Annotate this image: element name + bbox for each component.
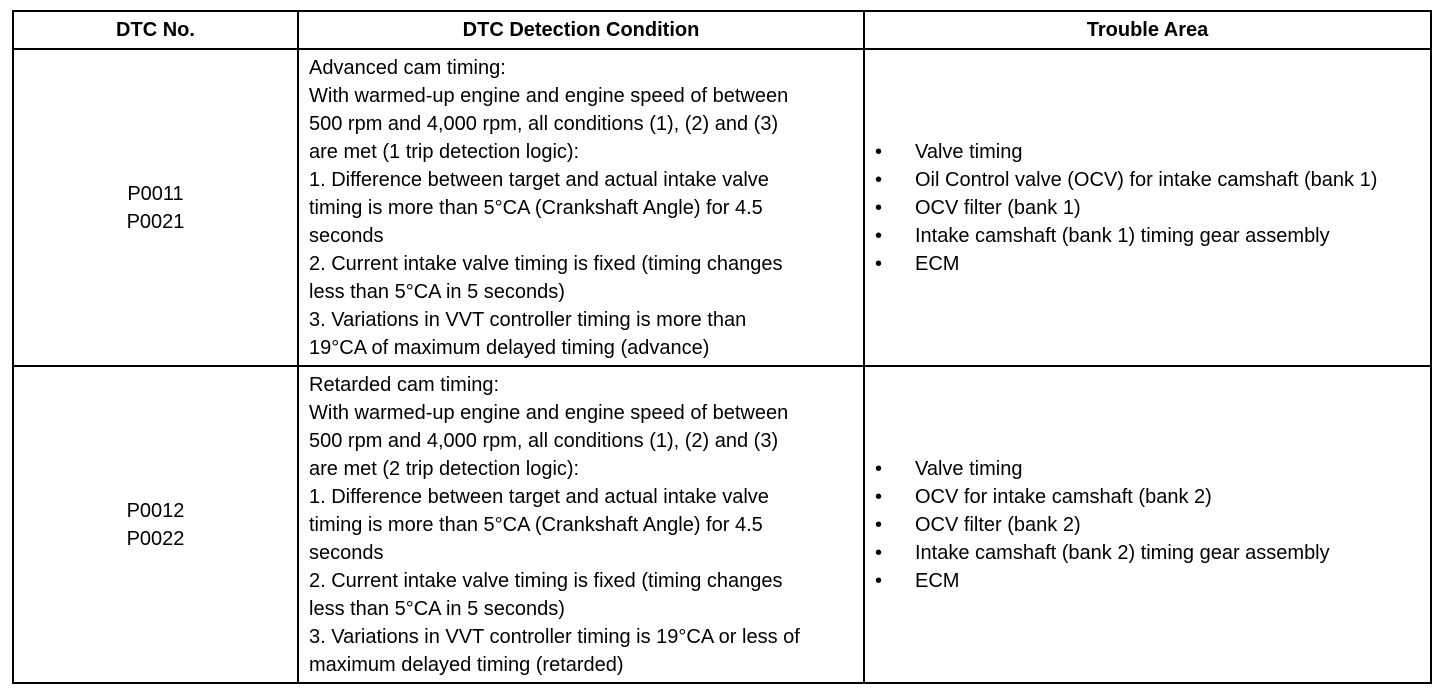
dtc-code: P0021 bbox=[126, 210, 185, 233]
list-item bbox=[875, 138, 1410, 166]
condition-line: 2. Current intake valve timing is fixed (timing changes bbox=[309, 570, 783, 592]
header-dtc-no: DTC No. bbox=[13, 11, 298, 49]
condition-line: less than 5°CA in 5 seconds) bbox=[309, 598, 565, 620]
trouble-area-text: OCV for intake camshaft (bank 2) bbox=[915, 485, 1212, 508]
bullet-icon: • bbox=[875, 569, 883, 592]
detection-condition-cell bbox=[298, 366, 864, 683]
list-item bbox=[875, 455, 1410, 483]
bullet-icon: • bbox=[875, 541, 883, 564]
bullet-icon: • bbox=[875, 457, 883, 480]
trouble-area-text: OCV filter (bank 1) bbox=[915, 196, 1081, 219]
bullet-icon: • bbox=[875, 485, 883, 508]
dtc-code: P0022 bbox=[126, 527, 185, 550]
condition-line: Advanced cam timing: bbox=[309, 57, 506, 79]
condition-line: With warmed-up engine and engine speed of between bbox=[309, 85, 789, 107]
bullet-icon: • bbox=[875, 168, 883, 191]
condition-line: 2. Current intake valve timing is fixed (timing changes bbox=[309, 253, 783, 275]
condition-line: 3. Variations in VVT controller timing is more than bbox=[309, 309, 747, 331]
table-header bbox=[13, 11, 1431, 49]
trouble-area-cell bbox=[864, 366, 1431, 683]
condition-line: are met (1 trip detection logic): bbox=[309, 141, 580, 163]
trouble-area-text: ECM bbox=[915, 569, 960, 592]
dtc-code-cell bbox=[13, 49, 298, 366]
condition-line: seconds bbox=[309, 542, 384, 564]
list-item bbox=[875, 483, 1410, 511]
bullet-icon: • bbox=[875, 140, 883, 163]
condition-line: less than 5°CA in 5 seconds) bbox=[309, 281, 565, 303]
header-detection-condition: DTC Detection Condition bbox=[298, 11, 864, 49]
condition-line: timing is more than 5°CA (Crankshaft Angle) for 4.5 bbox=[309, 514, 763, 536]
list-item bbox=[875, 567, 1410, 595]
header-trouble-area: Trouble Area bbox=[864, 11, 1431, 49]
dtc-code: P0011 bbox=[127, 182, 184, 205]
condition-line: 3. Variations in VVT controller timing is 19°CA or less of bbox=[309, 626, 800, 648]
header-row bbox=[13, 11, 1431, 49]
detection-condition-cell bbox=[298, 49, 864, 366]
table-body bbox=[13, 49, 1431, 683]
list-item bbox=[875, 511, 1410, 539]
list-item bbox=[875, 166, 1410, 194]
trouble-area-text: ECM bbox=[915, 252, 960, 275]
condition-line: With warmed-up engine and engine speed of between bbox=[309, 402, 789, 424]
list-item bbox=[875, 222, 1410, 250]
bullet-icon: • bbox=[875, 252, 883, 275]
dtc-code: P0012 bbox=[126, 499, 185, 522]
dtc-table bbox=[12, 10, 1432, 684]
condition-line: seconds bbox=[309, 225, 384, 247]
condition-line: 19°CA of maximum delayed timing (advance) bbox=[309, 337, 710, 359]
condition-line: Retarded cam timing: bbox=[309, 374, 500, 396]
list-item bbox=[875, 539, 1410, 567]
trouble-area-text: OCV filter (bank 2) bbox=[915, 513, 1081, 536]
trouble-area-text: Intake camshaft (bank 1) timing gear assembly bbox=[915, 224, 1330, 247]
trouble-area-list bbox=[875, 138, 1410, 278]
bullet-icon: • bbox=[875, 196, 883, 219]
list-item bbox=[875, 194, 1410, 222]
trouble-area-cell bbox=[864, 49, 1431, 366]
trouble-area-text: Intake camshaft (bank 2) timing gear assembly bbox=[915, 541, 1330, 564]
table-row bbox=[13, 49, 1431, 366]
bullet-icon: • bbox=[875, 224, 883, 247]
condition-line: are met (2 trip detection logic): bbox=[309, 458, 580, 480]
list-item bbox=[875, 250, 1410, 278]
trouble-area-text: Valve timing bbox=[915, 457, 1023, 480]
bullet-icon: • bbox=[875, 513, 883, 536]
trouble-area-text: Valve timing bbox=[915, 140, 1023, 163]
dtc-code-cell bbox=[13, 366, 298, 683]
trouble-area-list bbox=[875, 455, 1410, 595]
trouble-area-text: Oil Control valve (OCV) for intake camshaft (bank 1) bbox=[915, 168, 1378, 191]
table-row bbox=[13, 366, 1431, 683]
condition-line: 1. Difference between target and actual intake valve bbox=[309, 169, 769, 191]
condition-line: 500 rpm and 4,000 rpm, all conditions (1), (2) and (3) bbox=[309, 430, 779, 452]
condition-line: 500 rpm and 4,000 rpm, all conditions (1), (2) and (3) bbox=[309, 113, 779, 135]
condition-line: maximum delayed timing (retarded) bbox=[309, 654, 624, 676]
condition-line: 1. Difference between target and actual intake valve bbox=[309, 486, 769, 508]
condition-line: timing is more than 5°CA (Crankshaft Angle) for 4.5 bbox=[309, 197, 763, 219]
